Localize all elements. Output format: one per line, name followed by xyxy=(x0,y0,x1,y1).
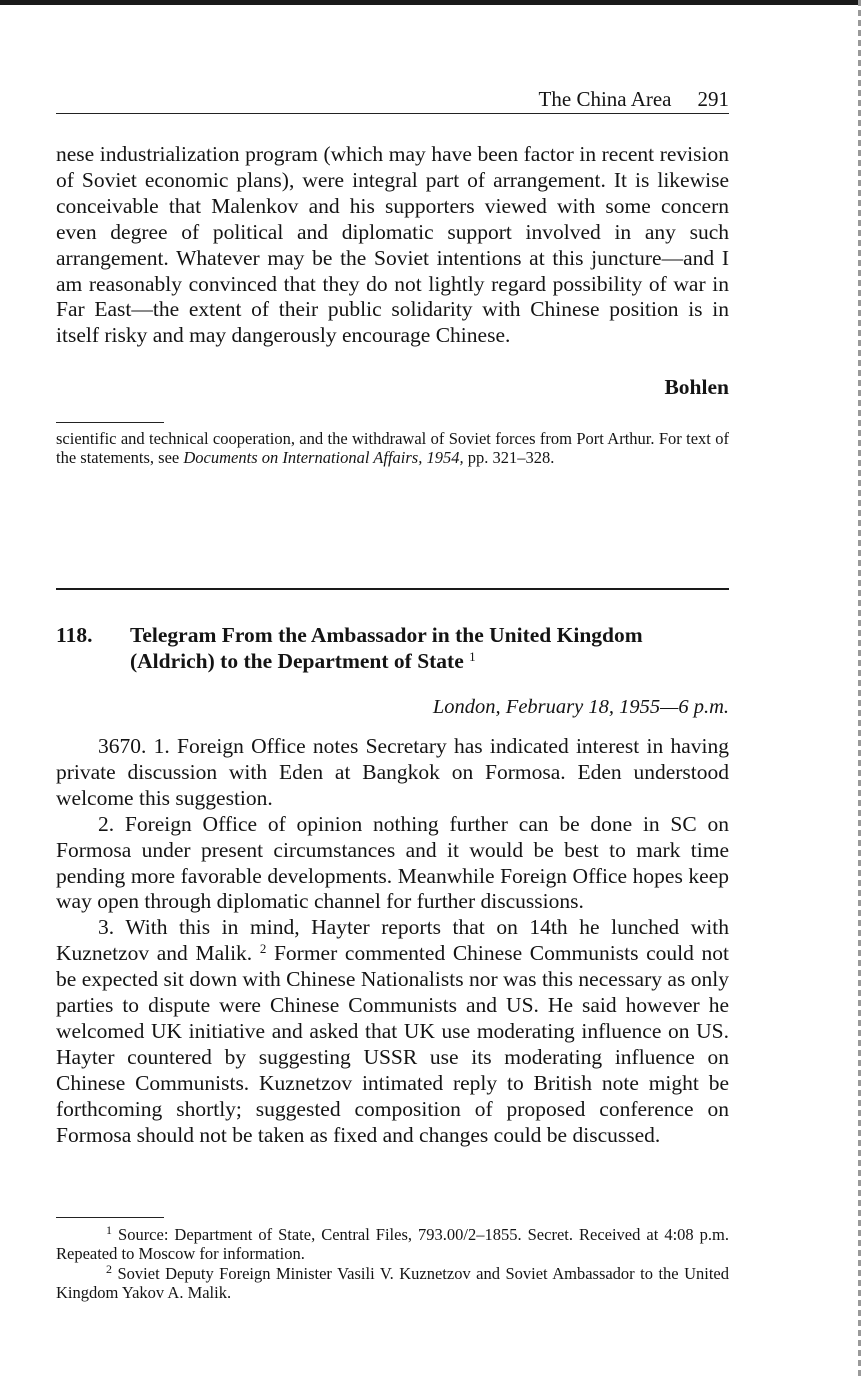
footnote-mark: 2 xyxy=(106,1261,112,1276)
footnote-rule xyxy=(56,422,164,423)
document-number: 118. xyxy=(56,623,93,647)
signature: Bohlen xyxy=(664,375,729,399)
document-heading xyxy=(56,622,729,674)
footnote-text: Source: Department of State, Central Files, 793.00/2–1855. Secret. Received at 4:08 p.m. Repeated to Moscow for information. xyxy=(56,1225,729,1264)
continued-paragraph: nese industrialization program (which may have been factor in recent revision of Soviet economic plans), were integral part of arrangement. It is likewise conceivable that Malenkov and his supporters viewed with some concern even degree of political and diplomatic support involved in any such arrangement. Whatever may be the Soviet intentions at this juncture—and I am reasonably convinced that they do not lightly regard possibility of war in Far East—the extent of their public solidarity with Chinese position is in itself risky and may dangerously encourage Chinese. xyxy=(56,142,729,348)
footnote-text-after: pp. 321–328. xyxy=(463,448,555,468)
document-title-line xyxy=(130,622,729,674)
previous-footnote-text xyxy=(56,429,729,468)
dateline: London, February 18, 1955—6 p.m. xyxy=(432,696,729,718)
footnote-rule xyxy=(56,1217,164,1218)
paragraph-3-start: 3. With this in mind, Hayter reports that on 14th he lunched with Kuznetzov and Malik. xyxy=(56,915,729,966)
paragraph-2: 2. Foreign Office of opinion nothing further can be done in SC on Formosa under present circumstances and it would be best to mark time pending more favorable developments. Meanwhile Foreign Office hopes keep way open through diplomatic channel for further discussions. xyxy=(56,811,729,914)
paragraph-footnote-mark[interactable]: 2 xyxy=(259,941,267,957)
running-head xyxy=(56,87,729,114)
footnote-2 xyxy=(56,1261,730,1303)
section-divider xyxy=(56,588,729,590)
previous-footnote xyxy=(56,429,729,468)
footnotes xyxy=(56,1225,729,1303)
paragraph-3 xyxy=(56,915,729,1148)
footnote-text-before: scientific and technical cooperation, and the withdrawal of Soviet forces from Port Arthur. For text of the statements, see xyxy=(56,429,729,468)
scan-top-edge xyxy=(0,0,861,5)
continued-text-block xyxy=(56,142,729,349)
footnote-text: Soviet Deputy Foreign Minister Vasili V. Kuznetzov and Soviet Ambassador to the United Kingdom Yakov A. Malik. xyxy=(56,1263,730,1303)
footnote-mark: 1 xyxy=(106,1223,112,1237)
paragraph-3-rest: Former commented Chinese Communists could not be expected sit down with Chinese Nationalists nor was this necessary as only parties to dispute were Chinese Communists and US. He said however he welcomed UK initiative and asked that UK use moderating influence on US. Hayter countered by suggesting USSR use its moderating influence on Chinese Communists. Kuznetzov intimated reply to British note might be forthcoming shortly; suggested composition of proposed conference on Formosa should not be taken as fixed and changes could be discussed. xyxy=(56,941,729,1147)
running-head-title: The China Area xyxy=(538,87,672,111)
footnote-citation: Documents on International Affairs, 1954, xyxy=(183,448,464,468)
footnote-1 xyxy=(56,1225,729,1264)
title-footnote-mark[interactable]: 1 xyxy=(469,649,476,664)
paragraph-1: 3670. 1. Foreign Office notes Secretary has indicated interest in having private discussion with Eden at Bangkok on Formosa. Eden understood welcome this suggestion. xyxy=(56,734,729,810)
page-number: 291 xyxy=(697,87,729,111)
document-body xyxy=(56,734,729,1149)
document-title: Telegram From the Ambassador in the United Kingdom (Aldrich) to the Department of State xyxy=(130,623,643,673)
